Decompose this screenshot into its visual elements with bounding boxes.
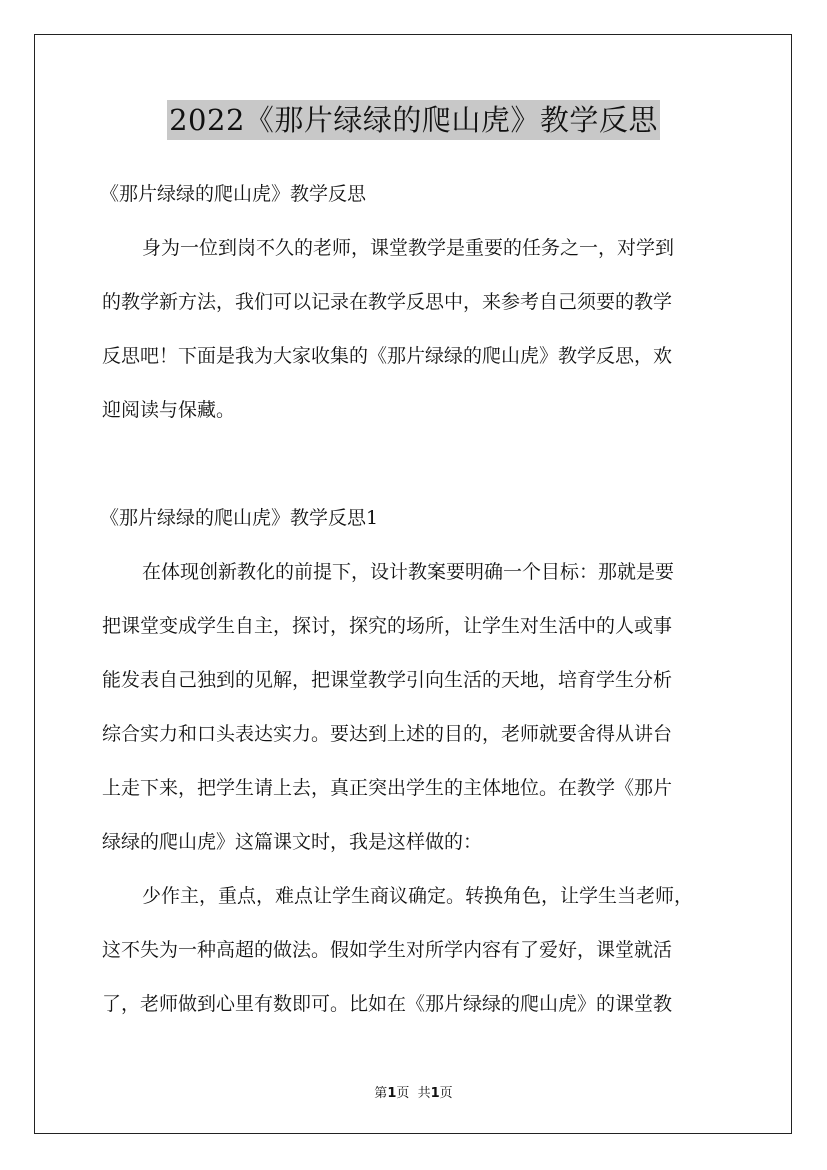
footer-page-suffix: 页 — [439, 1086, 453, 1101]
footer-page-mid: 页 共 — [396, 1086, 431, 1101]
intro-line-2: 的教学新方法，我们可以记录在教学反思中，来参考自己须要的教学 — [102, 291, 673, 313]
document-title: 2022《那片绿绿的爬山虎》教学反思 — [167, 100, 660, 140]
footer-page-current: 1 — [387, 1086, 397, 1101]
intro-line-4: 迎阅读与保藏。 — [102, 399, 236, 421]
footer-page-prefix: 第 — [374, 1086, 388, 1101]
para1-line-4: 综合实力和口头表达实力。要达到上述的目的，老师就要舍得从讲台 — [102, 723, 673, 745]
para2-line-3: 了，老师做到心里有数即可。比如在《那片绿绿的爬山虎》的课堂教 — [102, 993, 673, 1015]
para1-line-2: 把课堂变成学生自主，探讨，探究的场所，让学生对生活中的人或事 — [102, 615, 673, 637]
footer-page-total: 1 — [430, 1086, 440, 1101]
para2-line-1: 少作主，重点，难点让学生商议确定。转换角色，让学生当老师， — [142, 885, 694, 907]
title-container — [0, 100, 827, 140]
intro-line-3: 反思吧！下面是我为大家收集的《那片绿绿的爬山虎》教学反思，欢 — [102, 345, 673, 367]
para1-line-1: 在体现创新教化的前提下，设计教案要明确一个目标：那就是要 — [142, 561, 675, 583]
para1-line-6: 绿绿的爬山虎》这篇课文时，我是这样做的： — [102, 831, 483, 853]
subheading-1: 《那片绿绿的爬山虎》教学反思 — [100, 183, 367, 205]
para2-line-2: 这不失为一种高超的做法。假如学生对所学内容有了爱好，课堂就活 — [102, 939, 673, 961]
para1-line-5: 上走下来，把学生请上去，真正突出学生的主体地位。在教学《那片 — [102, 777, 673, 799]
page-footer — [0, 1082, 827, 1101]
intro-line-1: 身为一位到岗不久的老师，课堂教学是重要的任务之一，对学到 — [142, 237, 675, 259]
para1-line-3: 能发表自己独到的见解，把课堂教学引向生活的天地，培育学生分析 — [102, 669, 673, 691]
subheading-2: 《那片绿绿的爬山虎》教学反思1 — [100, 507, 379, 529]
